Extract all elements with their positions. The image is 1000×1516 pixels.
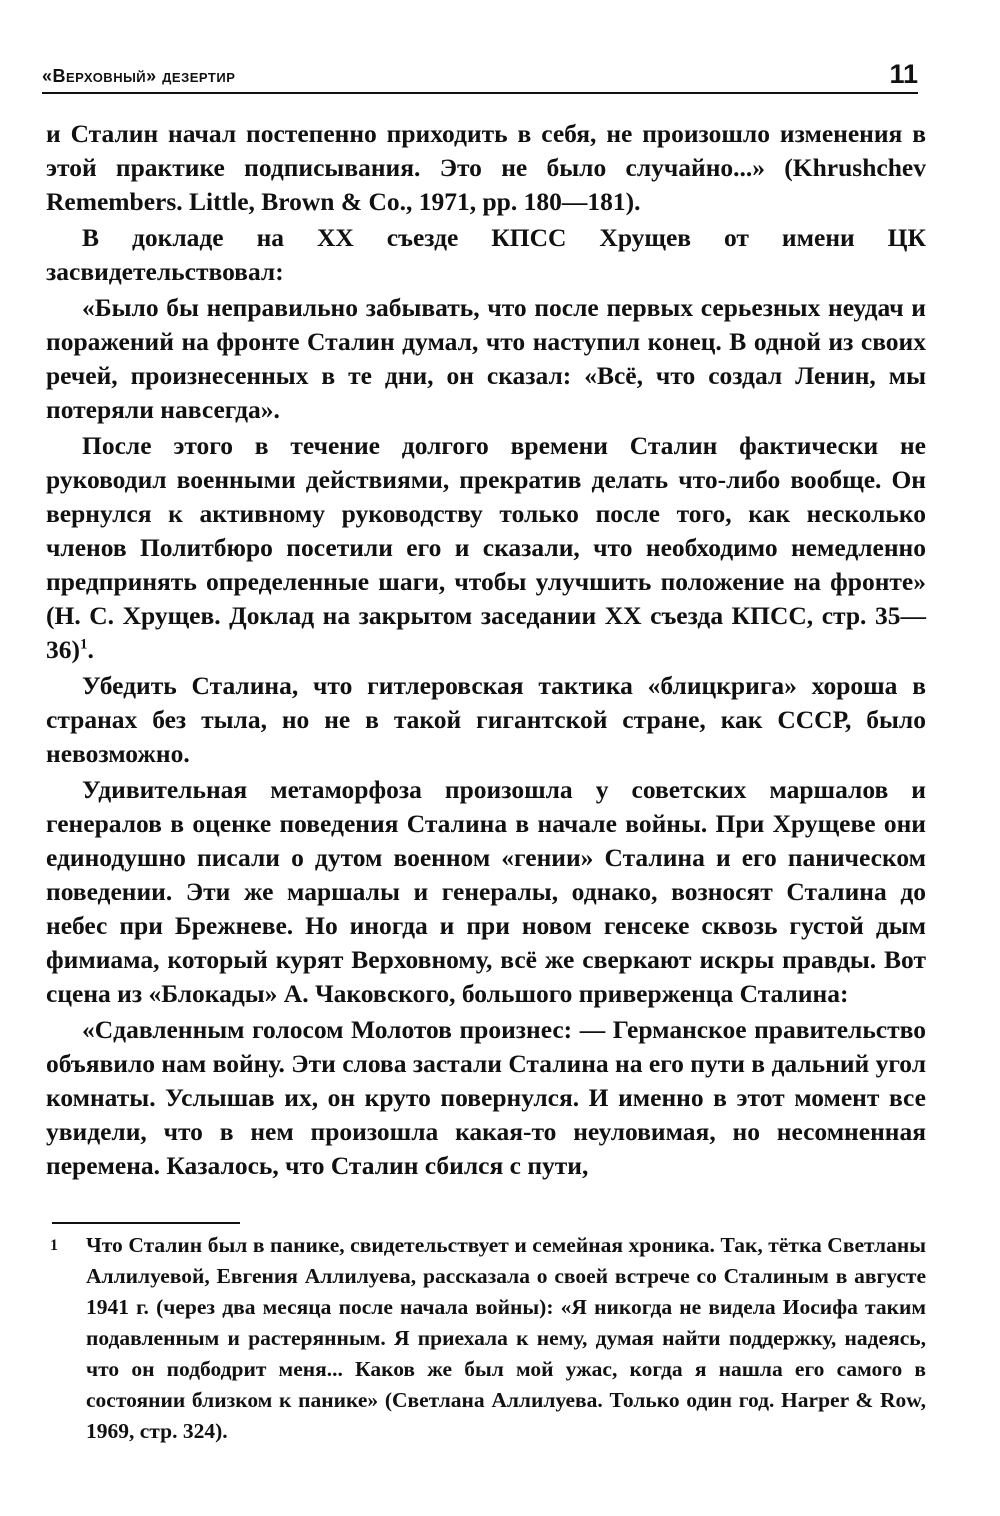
footnote-text: Что Сталин был в панике, свидетельствует и семейная хроника. Так, тётка Светланы Аллилуевой, Евгения Аллилуева, рассказала о своей встрече со Сталиным в августе 1941 г. (через два месяца после начала войны): «Я никогда не видела Иосифа таким подавленным и растерянным. Я приехала к нему, думая найти поддержку, надеясь, что он подбодрит меня... Каков же был мой ужас, когда я нашла его самого в состоянии близком к панике» (Светлана Аллилуева. Только один год. Harper & Row, 1969, стр. 324). [86,1233,926,1443]
paragraph-4 [46,429,926,667]
footnote-divider [52,1222,240,1224]
paragraph-4-text: После этого в течение долгого времени Сталин фактически не руководил военными действиями, прекратив делать что-либо вообще. Он вернулся к активному руководству только после того, как несколько членов Политбюро посетили его и сказали, что необходимо немедленно предпринять определенные шаги, чтобы улучшить положение на фронте» (Н. С. Хрущев. Доклад на закрытом заседании XX съезда КПСС, стр. 35—36) [46,431,926,664]
paragraph-7: «Сдавленным голосом Молотов произнес: — Германское правительство объявило нам войну. Эти слова застали Сталина на его пути в дальний угол комнаты. Услышав их, он круто повернулся. И именно в этот момент все увидели, что в нем произошла какая-то неуловимая, но несомненная перемена. Казалось, что Сталин сбился с пути, [46,1015,926,1180]
page-number: 11 [889,59,918,89]
body-text [46,117,926,1185]
footnote-mark: 1 [50,1237,58,1254]
footnote [50,1230,926,1447]
running-head: «Верховный» дезертир [42,66,236,86]
paragraph-3: «Было бы неправильно забывать, что после первых серьезных неудач и поражений на фронте Сталин думал, что наступил конец. В одной из своих речей, произнесенных в те дни, он сказал: «Всё, что создал Ленин, мы потеряли навсегда». [46,293,926,424]
paragraph-6: Удивительная метаморфоза произошла у советских маршалов и генералов в оценке поведения Сталина в начале войны. При Хрущеве они единодушно писали о дутом военном «гении» Сталина и его паническом поведении. Эти же маршалы и генералы, однако, возносят Сталина до небес при Брежневе. Но иногда и при новом генсеке сквозь густой дым фимиама, который курят Верховному, всё же сверкают искры правды. Вот сцена из «Блокады» А. Чаковского, большого приверженца Сталина: [46,775,926,1008]
paragraph-2: В докладе на XX съезде КПСС Хрущев от имени ЦК засвидетельствовал: [46,223,926,286]
paragraph-1: и Сталин начал постепенно приходить в себя, не произошло изменения в этой практике подписывания. Это не было случайно...» (Khrushchev Remembers. Little, Brown & Co., 1971, pp. 180—181). [46,119,926,216]
paragraph-4-tail: . [87,635,94,664]
footnote-reference: 1 [80,636,88,653]
page-header [42,58,918,94]
paragraph-5: Убедить Сталина, что гитлеровская тактика «блицкрига» хороша в странах без тыла, но не в такой гигантской стране, как СССР, было невозможно. [46,671,926,768]
